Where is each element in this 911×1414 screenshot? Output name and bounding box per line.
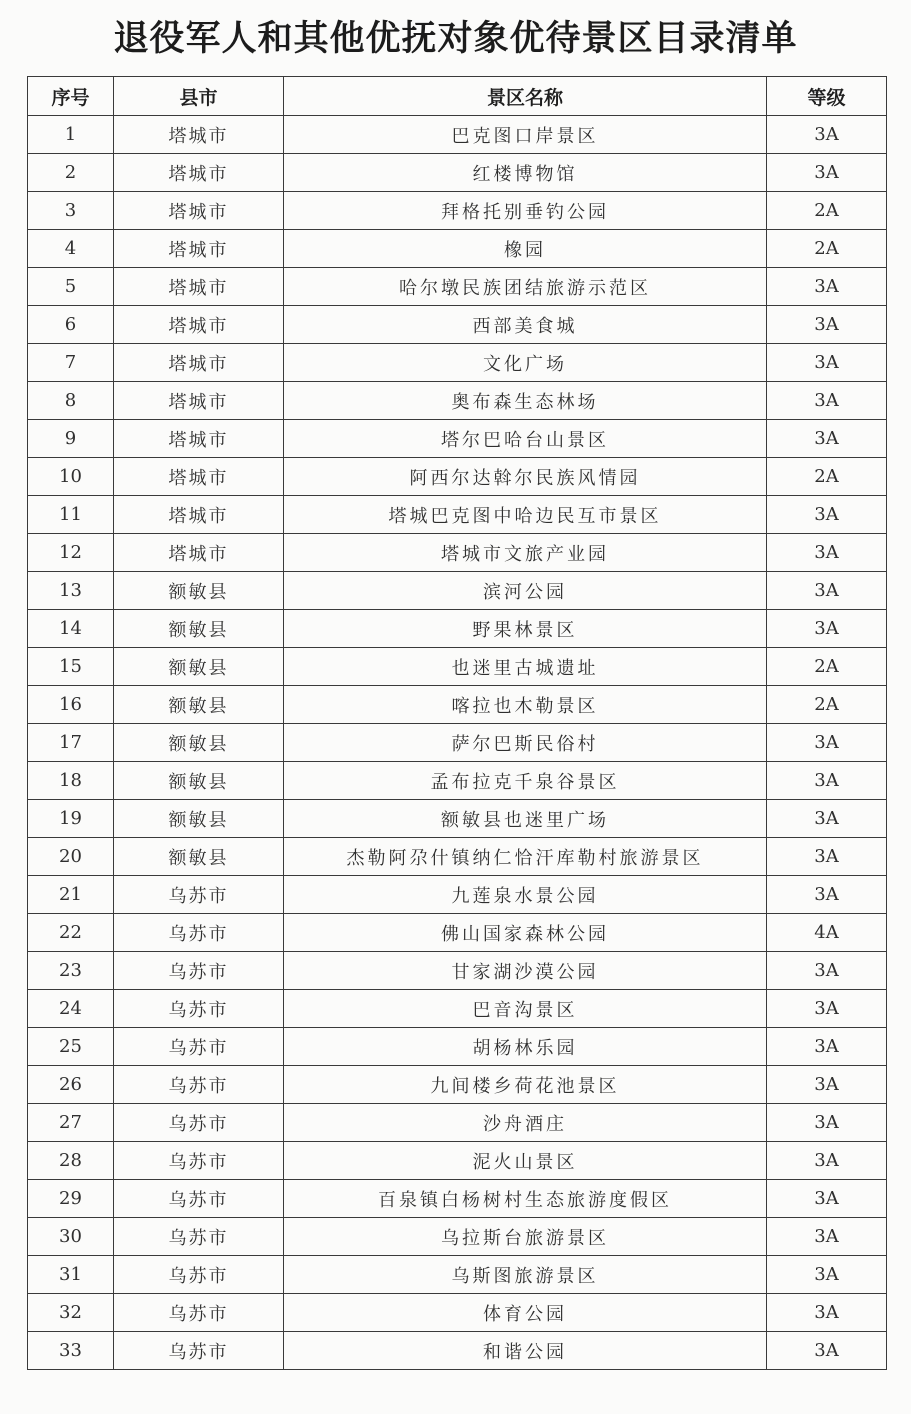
header-county: 县市: [114, 77, 284, 116]
table-row: [28, 952, 887, 990]
cell-name: 塔尔巴哈台山景区: [284, 420, 767, 458]
cell-grade: 2A: [767, 458, 887, 496]
cell-grade: 3A: [767, 268, 887, 306]
cell-name: 西部美食城: [284, 306, 767, 344]
cell-grade: 2A: [767, 648, 887, 686]
cell-name: 萨尔巴斯民俗村: [284, 724, 767, 762]
cell-grade: 3A: [767, 534, 887, 572]
scenic-area-table: [27, 76, 887, 1370]
cell-no: 22: [28, 914, 114, 952]
table-row: [28, 648, 887, 686]
cell-county: 额敏县: [114, 800, 284, 838]
table-row: [28, 876, 887, 914]
table-row: [28, 724, 887, 762]
cell-grade: 3A: [767, 306, 887, 344]
cell-no: 27: [28, 1104, 114, 1142]
cell-name: 野果林景区: [284, 610, 767, 648]
cell-no: 8: [28, 382, 114, 420]
header-no: 序号: [28, 77, 114, 116]
table-row: [28, 496, 887, 534]
table-row: [28, 1294, 887, 1332]
table-row: [28, 800, 887, 838]
cell-county: 塔城市: [114, 382, 284, 420]
cell-no: 11: [28, 496, 114, 534]
cell-grade: 3A: [767, 382, 887, 420]
cell-grade: 3A: [767, 610, 887, 648]
cell-name: 九间楼乡荷花池景区: [284, 1066, 767, 1104]
table-row: [28, 1332, 887, 1370]
table-row: [28, 762, 887, 800]
cell-county: 塔城市: [114, 496, 284, 534]
table-row: [28, 1218, 887, 1256]
cell-no: 23: [28, 952, 114, 990]
cell-county: 塔城市: [114, 458, 284, 496]
cell-name: 喀拉也木勒景区: [284, 686, 767, 724]
table-row: [28, 230, 887, 268]
cell-county: 额敏县: [114, 572, 284, 610]
cell-no: 13: [28, 572, 114, 610]
cell-name: 胡杨林乐园: [284, 1028, 767, 1066]
cell-grade: 3A: [767, 344, 887, 382]
cell-name: 乌拉斯台旅游景区: [284, 1218, 767, 1256]
cell-name: 百泉镇白杨树村生态旅游度假区: [284, 1180, 767, 1218]
cell-name: 阿西尔达斡尔民族风情园: [284, 458, 767, 496]
table-body: [28, 116, 887, 1370]
cell-name: 杰勒阿尕什镇纳仁恰汗库勒村旅游景区: [284, 838, 767, 876]
cell-grade: 3A: [767, 1028, 887, 1066]
cell-grade: 3A: [767, 1218, 887, 1256]
table-row: [28, 306, 887, 344]
cell-county: 乌苏市: [114, 1294, 284, 1332]
cell-no: 14: [28, 610, 114, 648]
cell-grade: 3A: [767, 1066, 887, 1104]
cell-grade: 3A: [767, 420, 887, 458]
cell-no: 26: [28, 1066, 114, 1104]
cell-grade: 3A: [767, 1256, 887, 1294]
cell-county: 塔城市: [114, 192, 284, 230]
cell-grade: 3A: [767, 838, 887, 876]
cell-no: 24: [28, 990, 114, 1028]
table-row: [28, 572, 887, 610]
table-row: [28, 154, 887, 192]
cell-no: 21: [28, 876, 114, 914]
cell-no: 16: [28, 686, 114, 724]
table-row: [28, 1180, 887, 1218]
cell-county: 乌苏市: [114, 1028, 284, 1066]
cell-no: 3: [28, 192, 114, 230]
cell-grade: 3A: [767, 876, 887, 914]
cell-no: 29: [28, 1180, 114, 1218]
cell-name: 九莲泉水景公园: [284, 876, 767, 914]
cell-no: 9: [28, 420, 114, 458]
table-row: [28, 1104, 887, 1142]
cell-no: 25: [28, 1028, 114, 1066]
cell-county: 塔城市: [114, 344, 284, 382]
cell-grade: 3A: [767, 1332, 887, 1370]
cell-county: 乌苏市: [114, 990, 284, 1028]
cell-county: 额敏县: [114, 762, 284, 800]
table-row: [28, 1142, 887, 1180]
table-header-row: [28, 77, 887, 116]
cell-county: 乌苏市: [114, 914, 284, 952]
cell-grade: 3A: [767, 1104, 887, 1142]
cell-name: 塔城市文旅产业园: [284, 534, 767, 572]
cell-name: 拜格托别垂钓公园: [284, 192, 767, 230]
cell-grade: 3A: [767, 1180, 887, 1218]
table-row: [28, 534, 887, 572]
table-row: [28, 686, 887, 724]
cell-name: 滨河公园: [284, 572, 767, 610]
table-row: [28, 1066, 887, 1104]
header-name: 景区名称: [284, 77, 767, 116]
cell-name: 哈尔墩民族团结旅游示范区: [284, 268, 767, 306]
cell-no: 6: [28, 306, 114, 344]
cell-grade: 3A: [767, 154, 887, 192]
table-row: [28, 1256, 887, 1294]
cell-county: 额敏县: [114, 838, 284, 876]
cell-county: 乌苏市: [114, 952, 284, 990]
cell-no: 30: [28, 1218, 114, 1256]
cell-grade: 4A: [767, 914, 887, 952]
cell-no: 33: [28, 1332, 114, 1370]
cell-name: 体育公园: [284, 1294, 767, 1332]
cell-name: 文化广场: [284, 344, 767, 382]
cell-name: 巴音沟景区: [284, 990, 767, 1028]
cell-grade: 3A: [767, 724, 887, 762]
cell-county: 乌苏市: [114, 1104, 284, 1142]
table-row: [28, 382, 887, 420]
cell-no: 10: [28, 458, 114, 496]
cell-county: 乌苏市: [114, 1066, 284, 1104]
table-row: [28, 268, 887, 306]
cell-county: 塔城市: [114, 116, 284, 154]
table-row: [28, 344, 887, 382]
cell-name: 和谐公园: [284, 1332, 767, 1370]
cell-no: 32: [28, 1294, 114, 1332]
cell-county: 乌苏市: [114, 1142, 284, 1180]
cell-name: 孟布拉克千泉谷景区: [284, 762, 767, 800]
cell-grade: 3A: [767, 496, 887, 534]
cell-no: 31: [28, 1256, 114, 1294]
cell-county: 塔城市: [114, 420, 284, 458]
cell-name: 甘家湖沙漠公园: [284, 952, 767, 990]
cell-grade: 2A: [767, 230, 887, 268]
cell-no: 18: [28, 762, 114, 800]
table-row: [28, 914, 887, 952]
cell-no: 4: [28, 230, 114, 268]
table-row: [28, 990, 887, 1028]
cell-no: 2: [28, 154, 114, 192]
table-row: [28, 192, 887, 230]
cell-county: 额敏县: [114, 610, 284, 648]
cell-county: 额敏县: [114, 686, 284, 724]
cell-name: 乌斯图旅游景区: [284, 1256, 767, 1294]
cell-county: 塔城市: [114, 154, 284, 192]
cell-name: 橡园: [284, 230, 767, 268]
cell-no: 5: [28, 268, 114, 306]
table-row: [28, 610, 887, 648]
table-row: [28, 1028, 887, 1066]
document-title: 退役军人和其他优抚对象优待景区目录清单: [113, 19, 798, 59]
cell-grade: 3A: [767, 116, 887, 154]
cell-name: 巴克图口岸景区: [284, 116, 767, 154]
cell-county: 额敏县: [114, 724, 284, 762]
cell-county: 乌苏市: [114, 876, 284, 914]
cell-name: 沙舟酒庄: [284, 1104, 767, 1142]
cell-name: 奥布森生态林场: [284, 382, 767, 420]
cell-grade: 2A: [767, 686, 887, 724]
table-row: [28, 458, 887, 496]
cell-county: 乌苏市: [114, 1256, 284, 1294]
cell-county: 塔城市: [114, 534, 284, 572]
table-row: [28, 116, 887, 154]
cell-name: 额敏县也迷里广场: [284, 800, 767, 838]
cell-grade: 3A: [767, 1142, 887, 1180]
cell-county: 乌苏市: [114, 1180, 284, 1218]
cell-name: 也迷里古城遗址: [284, 648, 767, 686]
cell-no: 17: [28, 724, 114, 762]
cell-no: 12: [28, 534, 114, 572]
table-row: [28, 838, 887, 876]
cell-county: 塔城市: [114, 306, 284, 344]
cell-no: 19: [28, 800, 114, 838]
cell-name: 泥火山景区: [284, 1142, 767, 1180]
cell-county: 乌苏市: [114, 1332, 284, 1370]
cell-grade: 3A: [767, 762, 887, 800]
cell-no: 7: [28, 344, 114, 382]
cell-grade: 3A: [767, 800, 887, 838]
cell-no: 15: [28, 648, 114, 686]
cell-grade: 3A: [767, 572, 887, 610]
table-row: [28, 420, 887, 458]
cell-name: 红楼博物馆: [284, 154, 767, 192]
cell-county: 塔城市: [114, 268, 284, 306]
cell-county: 额敏县: [114, 648, 284, 686]
cell-name: 塔城巴克图中哈边民互市景区: [284, 496, 767, 534]
cell-name: 佛山国家森林公园: [284, 914, 767, 952]
cell-grade: 3A: [767, 990, 887, 1028]
cell-grade: 3A: [767, 1294, 887, 1332]
cell-no: 28: [28, 1142, 114, 1180]
cell-county: 乌苏市: [114, 1218, 284, 1256]
cell-no: 1: [28, 116, 114, 154]
cell-no: 20: [28, 838, 114, 876]
cell-county: 塔城市: [114, 230, 284, 268]
header-grade: 等级: [767, 77, 887, 116]
cell-grade: 2A: [767, 192, 887, 230]
cell-grade: 3A: [767, 952, 887, 990]
